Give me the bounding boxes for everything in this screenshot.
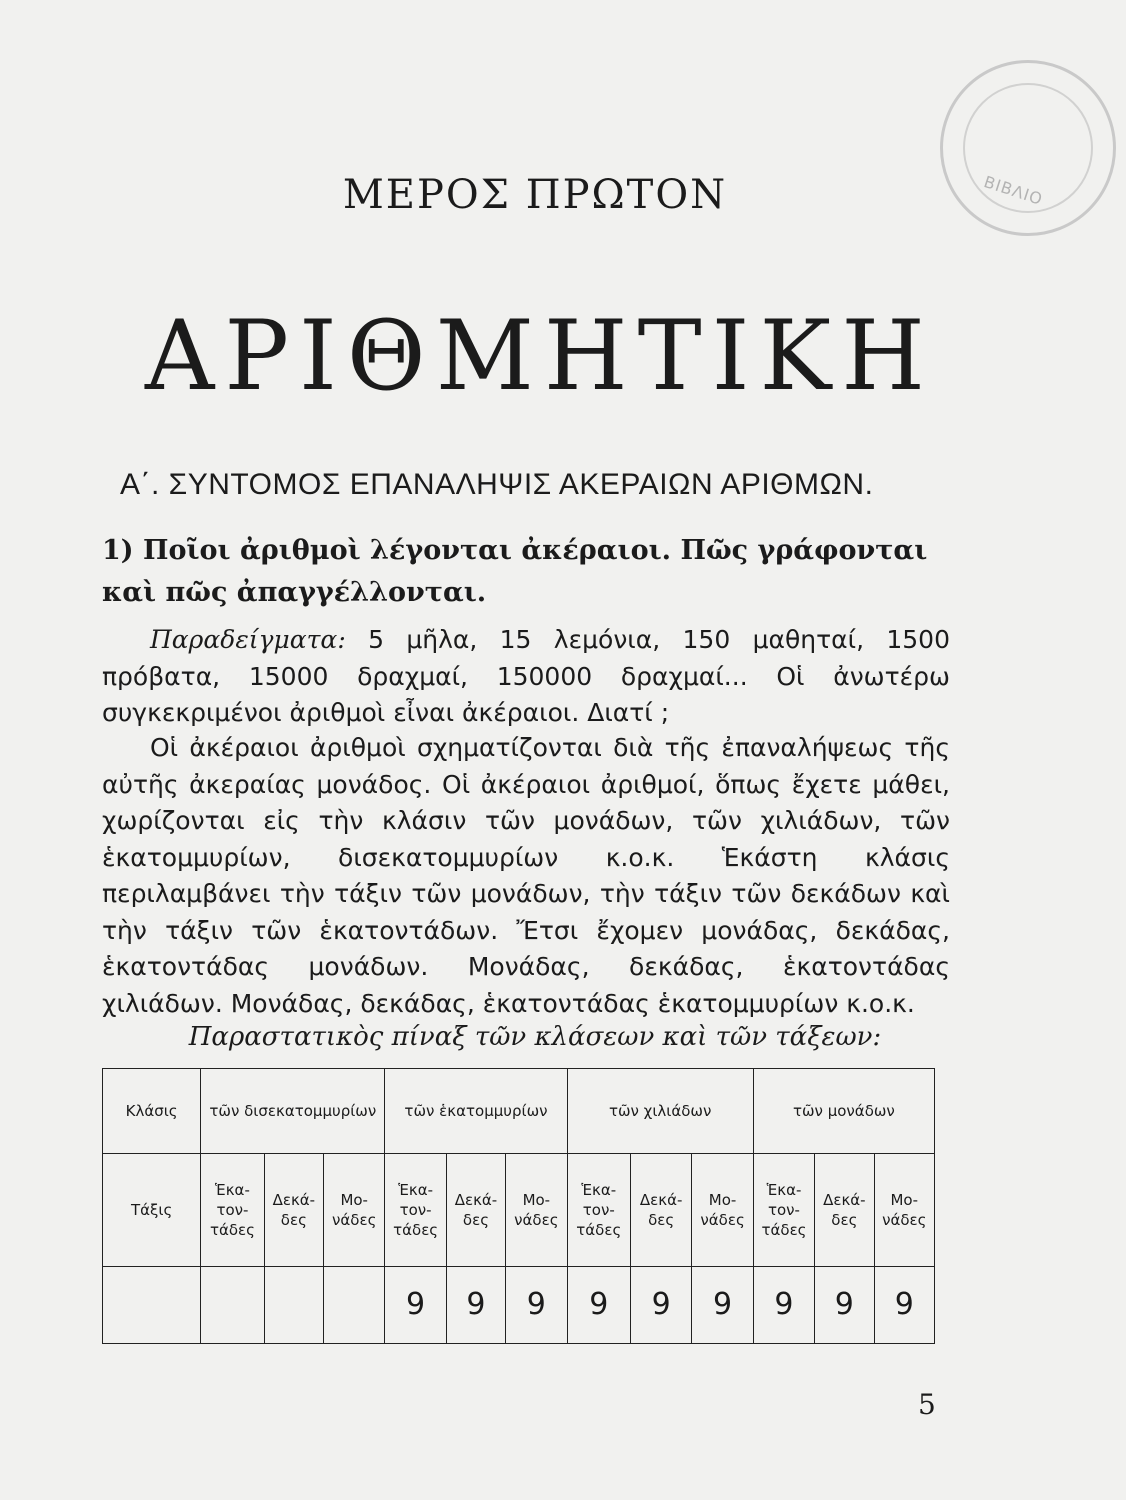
digit-cell [264, 1267, 323, 1344]
order-header-cell: Δεκά-δες [446, 1154, 505, 1267]
order-label-cell: Τάξις [103, 1154, 201, 1267]
class-header-cell: τῶν μονάδων [753, 1069, 934, 1154]
section-heading: Α΄. ΣΥΝΤΟΜΟΣ ΕΠΑΝΑΛΗΨΙΣ ΑΚΕΡΑΙΩΝ ΑΡΙΘΜΩΝ. [120, 468, 874, 501]
question-heading: 1) Ποῖοι ἀριθμοὶ λέγονται ἀκέραιοι. Πῶς γράφονται καὶ πῶς ἀπαγγέλλονται. [102, 535, 928, 608]
digit-cell: 9 [692, 1267, 753, 1344]
class-header-cell: τῶν δισεκατομμυρίων [201, 1069, 385, 1154]
order-header-cell: Μο-νάδες [874, 1154, 934, 1267]
order-header-cell: Ἑκα-τον-τάδες [753, 1154, 814, 1267]
page-number: 5 [918, 1388, 936, 1421]
digit-cell: 9 [506, 1267, 567, 1344]
order-header-cell: Δεκά-δες [815, 1154, 874, 1267]
digit-cell: 9 [874, 1267, 934, 1344]
order-header-cell: Μο-νάδες [324, 1154, 385, 1267]
digit-cell: 9 [753, 1267, 814, 1344]
digit-cell: 9 [630, 1267, 691, 1344]
order-header-cell: Μο-νάδες [506, 1154, 567, 1267]
order-header-cell: Ἑκα-τον-τάδες [567, 1154, 630, 1267]
table-caption: Παραστατικὸς πίναξ τῶν κλάσεων καὶ τῶν τάξεων: [188, 1022, 882, 1052]
stamp-text: ΒΙΒΛΙΟ [981, 172, 1046, 209]
explanation-text: Οἱ ἀκέραιοι ἀριθμοὶ σχηματίζονται διὰ τῆς ἐπαναλήψεως τῆς αὐτῆς ἀκεραίας μονάδος. Οἱ ἀκέραιοι ἀριθμοί, ὅπως ἔχετε μάθει, χωρίζονται εἰς τὴν κλάσιν τῶν μονάδων, τῶν χιλιάδων, τῶν ἑκατομμυρίων, δισεκατομμυρίων κ.ο.κ. Ἑκάστη κλάσις περιλαμβάνει τὴν τάξιν τῶν μονάδων, τὴν τάξιν τῶν δεκάδων καὶ τὴν τάξιν τῶν ἑκατοντάδων. Ἔτσι ἔχομεν μονάδας, δεκάδας, ἑκατοντάδας μονάδων. Μονάδας, δεκάδας, ἑκατοντάδας χιλιάδων. Μονάδας, δεκάδας, ἑκατοντάδας ἑκατομμυρίων κ.ο.κ. [102, 733, 950, 1018]
class-header-cell: τῶν ἑκατομμυρίων [385, 1069, 567, 1154]
order-header-cell: Δεκά-δες [630, 1154, 691, 1267]
order-header-cell: Μο-νάδες [692, 1154, 753, 1267]
examples-text: 5 μῆλα, 15 λεμόνια, 150 μαθηταί, 1500 πρόβατα, 15000 δραχμαί, 150000 δραχμαί... Οἱ ἀνωτέρω συγκεκριμένοι ἀριθμοὶ εἶναι ἀκέραιοι. Διατί ; [102, 625, 950, 727]
digit-cell [324, 1267, 385, 1344]
digit-cell: 9 [815, 1267, 874, 1344]
digit-cell: 9 [385, 1267, 446, 1344]
order-header-cell: Ἑκα-τον-τάδες [385, 1154, 446, 1267]
digit-cell: 9 [446, 1267, 505, 1344]
part-title: ΜΕΡΟΣ ΠΡΩΤΟΝ [342, 172, 728, 218]
order-header-cell: Δεκά-δες [264, 1154, 323, 1267]
digit-cell [201, 1267, 264, 1344]
examples-label: Παραδείγματα: [150, 625, 346, 654]
class-header-cell: τῶν χιλιάδων [567, 1069, 753, 1154]
digit-cell: 9 [567, 1267, 630, 1344]
digit-row-label-cell [103, 1267, 201, 1344]
classes-table-wrap [102, 1068, 935, 1343]
examples-paragraph [102, 622, 950, 732]
order-header-cell: Ἑκα-τον-τάδες [201, 1154, 264, 1267]
main-title: ΑΡΙΘΜΗΤΙΚΗ [145, 300, 935, 412]
classes-orders-table [102, 1068, 935, 1344]
class-label-cell: Κλάσις [103, 1069, 201, 1154]
explanation-paragraph [102, 730, 950, 1022]
